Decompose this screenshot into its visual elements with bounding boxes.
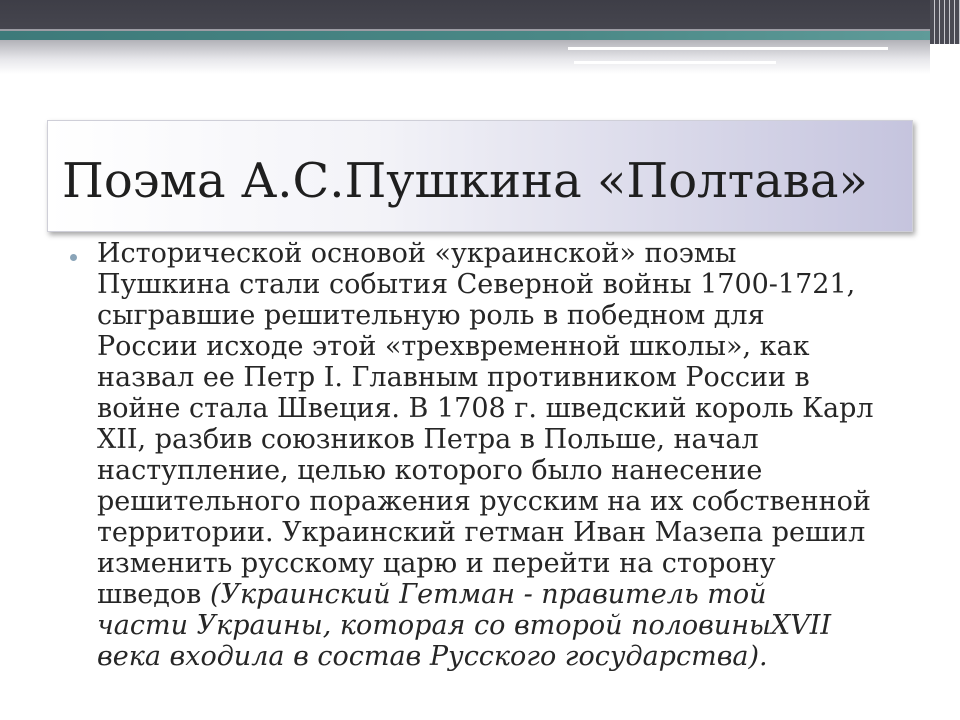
body-line-italic-text: века входила в состав Русского государства). — [97, 641, 768, 672]
body-line — [97, 641, 874, 672]
slide-title: Поэма А.С.Пушкина «Полтава» — [62, 153, 868, 209]
body-line-text: войне стала Швеция. В 1708 г. шведский король Карл — [97, 393, 874, 424]
body-line-text: Пушкина стали события Северной войны 1700-1721, — [97, 269, 856, 300]
body-line — [97, 610, 874, 641]
body-line-text: сыгравшие решительную роль в победном для — [97, 300, 765, 331]
body-line — [97, 300, 874, 331]
body-line — [97, 362, 874, 393]
body-line — [97, 486, 874, 517]
body-text — [97, 238, 874, 672]
body-line — [97, 393, 874, 424]
body-line-text: Исторической основой «украинской» поэмы — [97, 238, 737, 269]
top-teal-stripe — [0, 31, 930, 40]
body-line — [97, 238, 874, 269]
body-line — [97, 269, 874, 300]
decorative-line-lower — [574, 61, 776, 64]
body-line-text: назвал ее Петр I. Главным противником России в — [97, 362, 810, 393]
body-line-italic-text: (Украинский Гетман - правитель той — [209, 579, 767, 610]
body-line-text: изменить русскому царю и перейти на сторону — [97, 548, 776, 579]
corner-stripes-pattern — [930, 0, 960, 44]
body-line — [97, 548, 874, 579]
top-gray-fade — [0, 40, 930, 74]
body-line-text: шведов — [97, 579, 210, 610]
body-line-text: территории. Украинский гетман Иван Мазепа решил — [97, 517, 866, 548]
body-line-text: России исходе этой «трехвременной школы», как — [97, 331, 810, 362]
body-line — [97, 455, 874, 486]
body-line-italic-text: части Украины, которая со второй половиныXVII — [97, 610, 832, 641]
top-dark-bar — [0, 0, 960, 29]
decorative-line-upper — [568, 47, 888, 50]
body-line-text: решительного поражения русским на их собственной — [97, 486, 871, 517]
bullet-icon — [70, 254, 77, 261]
body-line-text: наступление, целью которого было нанесение — [97, 455, 763, 486]
body-line — [97, 517, 874, 548]
body-line — [97, 331, 874, 362]
body-line — [97, 424, 874, 455]
body-line-text: XII, разбив союзников Петра в Польше, начал — [97, 424, 759, 455]
body-line — [97, 579, 874, 610]
